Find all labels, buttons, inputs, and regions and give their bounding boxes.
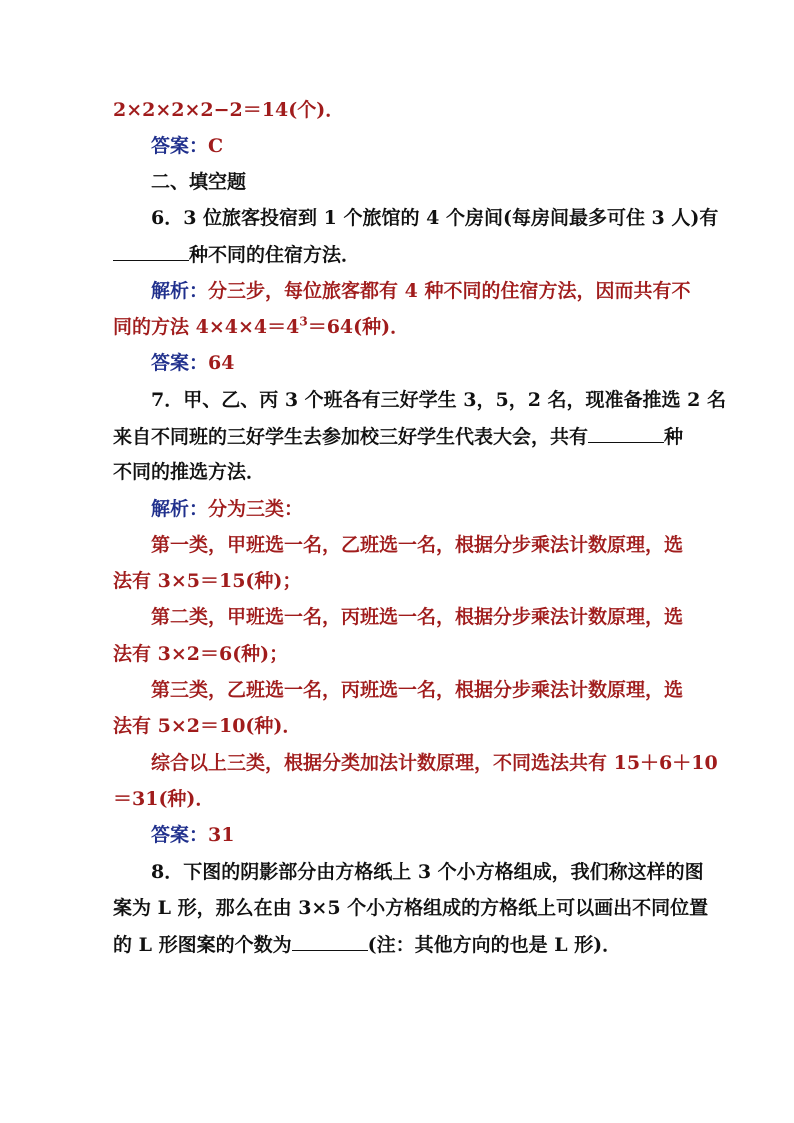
q6-analysis-line2 [113, 315, 409, 339]
q8-line3-text: 的 L 形图案的个数为 [113, 934, 292, 956]
exponent: 3 [299, 314, 308, 329]
analysis-label: 解析： [151, 498, 209, 520]
q8-line3 [113, 932, 621, 957]
q7-line2-text: 种 [664, 426, 684, 448]
q7-line2 [113, 424, 683, 449]
answer-value: C [208, 135, 224, 157]
prev-answer [151, 134, 223, 158]
q7-case1-line1: 第一类，甲班选一名，乙班选一名，根据分步乘法计数原理，选 [151, 534, 684, 556]
q7-analysis-head [151, 497, 303, 521]
section-title: 二、填空题 [151, 171, 247, 193]
q6-line2-text: 种不同的住宿方法． [189, 244, 361, 266]
q6-answer [151, 351, 234, 375]
answer-blank [113, 242, 189, 261]
q7-case3-line1: 第三类，乙班选一名，丙班选一名，根据分步乘法计数原理，选 [151, 679, 684, 701]
q7-case2-line2: 法有 3×2＝6(种)； [113, 643, 289, 665]
q6-analysis-line1 [151, 279, 690, 303]
q7-line3: 不同的推选方法． [113, 461, 266, 483]
q7-answer [151, 823, 234, 847]
analysis-text: ＝64(种)． [307, 316, 410, 338]
answer-blank [588, 424, 664, 443]
q8-line3-text: (注：其他方向的也是 L 形)． [367, 934, 622, 956]
analysis-label: 解析： [151, 280, 209, 302]
answer-value: 31 [208, 824, 235, 846]
answer-label: 答案： [151, 352, 209, 374]
prev-solution-tail: 2×2×2×2−2＝14(个)． [113, 99, 345, 121]
q7-line1: 7．甲、乙、丙 3 个班各有三好学生 3，5，2 名，现准备推选 2 名 [151, 389, 727, 411]
analysis-text: 分为三类： [208, 498, 304, 520]
q7-case1-line2: 法有 3×5＝15(种)； [113, 570, 302, 592]
answer-label: 答案： [151, 824, 209, 846]
q8-line2: 案为 L 形，那么在由 3×5 个小方格组成的方格纸上可以画出不同位置 [113, 897, 709, 919]
q8-line1: 8．下图的阴影部分由方格纸上 3 个小方格组成，我们称这样的图 [151, 861, 704, 883]
q6-line2 [113, 242, 360, 267]
q7-line2-text: 来自不同班的三好学生去参加校三好学生代表大会，共有 [113, 426, 589, 448]
answer-blank [292, 932, 368, 951]
answer-label: 答案： [151, 135, 209, 157]
answer-value: 64 [208, 352, 235, 374]
q7-sum-line1: 综合以上三类，根据分类加法计数原理，不同选法共有 15＋6＋10 [151, 752, 718, 774]
q7-sum-line2: ＝31(种)． [113, 788, 215, 810]
q6-line1: 6．3 位旅客投宿到 1 个旅馆的 4 个房间(每房间最多可住 3 人)有 [151, 207, 719, 229]
q7-case3-line2: 法有 5×2＝10(种)． [113, 715, 302, 737]
q7-case2-line1: 第二类，甲班选一名，丙班选一名，根据分步乘法计数原理，选 [151, 606, 684, 628]
analysis-text: 分三步，每位旅客都有 4 种不同的住宿方法，因而共有不 [208, 280, 691, 302]
analysis-text: 同的方法 4×4×4＝4 [113, 316, 300, 338]
